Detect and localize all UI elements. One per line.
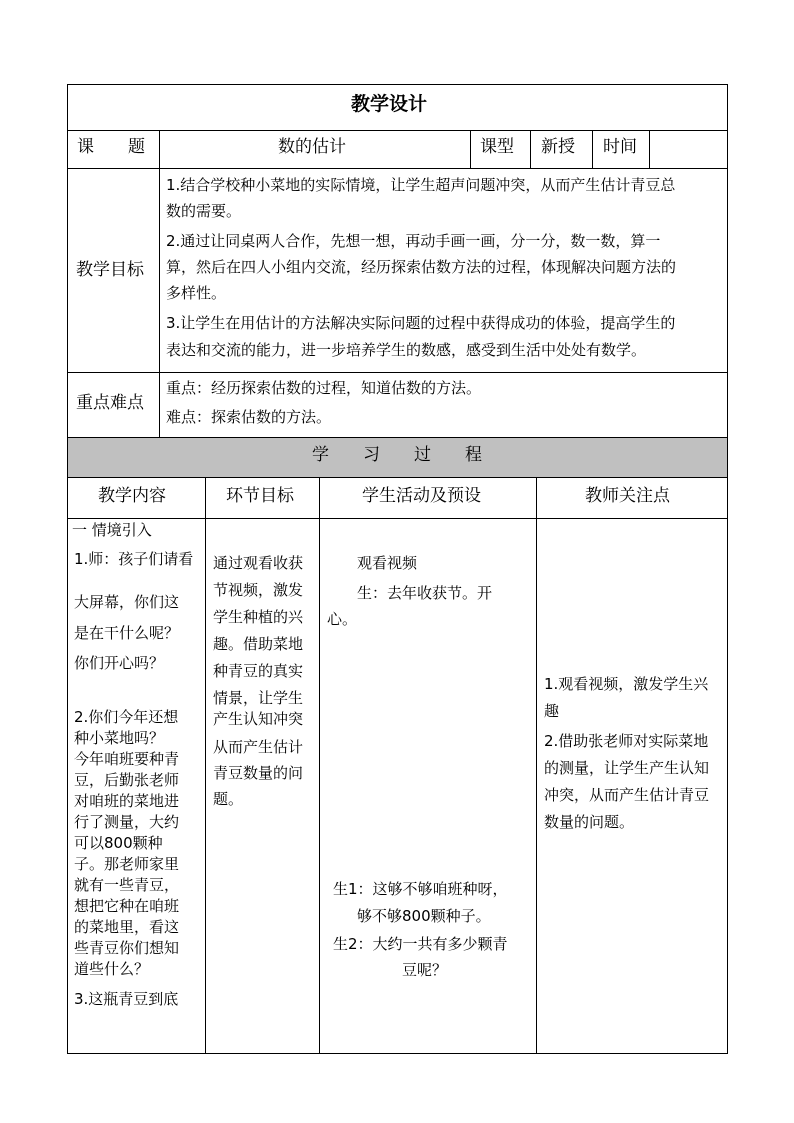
content-line: 对咱班的菜地进 — [74, 792, 180, 810]
content-line: 1.师：孩子们请看 — [74, 550, 194, 568]
focus-line: 的测量，让学生产生认知 — [544, 759, 710, 777]
goal-line: 通过观看收获 — [213, 554, 304, 572]
content-line: 豆，后勤张老师 — [74, 771, 180, 789]
goal-line: 题。 — [213, 790, 244, 808]
column-header-content: 教学内容 — [98, 486, 166, 506]
key-point-line: 重点：经历探索估数的过程，知道估数的方法。 — [166, 379, 482, 397]
content-line: 想把它种在咱班 — [74, 897, 180, 915]
objectives-label: 教学目标 — [76, 260, 144, 280]
key-point-line: 难点：探索估数的方法。 — [166, 408, 332, 426]
column-header-goal: 环节目标 — [226, 486, 294, 506]
process-banner: 学 习 过 程 — [312, 445, 482, 465]
objective-line: 2.通过让同桌两人合作，先想一想，再动手画一画，分一分，数一数，算一 — [166, 232, 661, 250]
content-line: 一 情境引入 — [72, 521, 152, 539]
activity-line: 生1：这够不够咱班种呀， — [333, 880, 508, 898]
content-line: 的菜地里，看这 — [74, 918, 180, 936]
time-label: 时间 — [603, 137, 637, 157]
focus-line: 趣 — [544, 702, 560, 720]
goal-line: 情景，让学生 — [213, 689, 304, 707]
goal-line: 节视频，激发 — [213, 581, 304, 599]
content-line: 种小菜地吗？ — [74, 729, 165, 747]
objective-line: 3.让学生在用估计的方法解决实际问题的过程中获得成功的体验，提高学生的 — [166, 314, 676, 332]
focus-line: 2.借助张老师对实际菜地 — [544, 732, 709, 750]
type-value: 新授 — [541, 137, 575, 157]
objective-line: 1.结合学校种小菜地的实际情境，让学生超声问题冲突，从而产生估计青豆总 — [166, 176, 676, 194]
topic-value: 数的估计 — [278, 137, 346, 157]
objective-line: 数的需要。 — [166, 202, 242, 220]
activity-line: 心。 — [327, 610, 358, 628]
goal-line: 青豆数量的问 — [213, 764, 304, 782]
goal-line: 种青豆的真实 — [213, 662, 304, 680]
content-line: 就有一些青豆， — [74, 876, 180, 894]
content-line: 2.你们今年还想 — [74, 708, 179, 726]
document-title: 教学设计 — [351, 93, 428, 115]
activity-line: 观看视频 — [357, 554, 418, 572]
topic-label: 课 题 — [77, 137, 145, 157]
goal-line: 趣。借助菜地 — [213, 635, 304, 653]
content-line: 是在干什么呢？ — [74, 624, 180, 642]
content-line: 大屏幕，你们这 — [74, 593, 180, 611]
goal-line: 学生种植的兴 — [213, 608, 304, 626]
column-header-focus: 教师关注点 — [585, 486, 670, 506]
activity-line: 够不够800颗种子。 — [357, 907, 491, 925]
goal-line: 从而产生估计 — [213, 738, 304, 756]
type-label: 课型 — [480, 137, 514, 157]
activity-line: 生2：大约一共有多少颗青 — [333, 935, 508, 953]
focus-line: 冲突，从而产生估计青豆 — [544, 786, 710, 804]
activity-line: 豆呢？ — [402, 961, 448, 979]
content-line: 可以800颗种 — [74, 834, 163, 852]
focus-line: 数量的问题。 — [544, 813, 635, 831]
content-line: 3.这瓶青豆到底 — [74, 990, 179, 1008]
content-line: 你们开心吗？ — [74, 654, 165, 672]
content-line: 些青豆你们想知 — [74, 939, 180, 957]
key-points-label: 重点难点 — [76, 393, 144, 413]
objective-line: 表达和交流的能力，进一步培养学生的数感，感受到生活中处处有数学。 — [166, 341, 647, 359]
activity-line: 生：去年收获节。开 — [357, 584, 493, 602]
goal-line: 产生认知冲突 — [213, 710, 304, 728]
content-line: 行了测量，大约 — [74, 813, 180, 831]
content-line: 道些什么？ — [74, 960, 150, 978]
objective-line: 算，然后在四人小组内交流，经历探索估数方法的过程，体现解决问题方法的 — [166, 258, 677, 276]
focus-line: 1.观看视频，激发学生兴 — [544, 675, 709, 693]
content-line: 子。那老师家里 — [74, 855, 180, 873]
objective-line: 多样性。 — [166, 284, 227, 302]
content-line: 今年咱班要种青 — [74, 750, 180, 768]
column-header-activity: 学生活动及预设 — [362, 486, 481, 506]
